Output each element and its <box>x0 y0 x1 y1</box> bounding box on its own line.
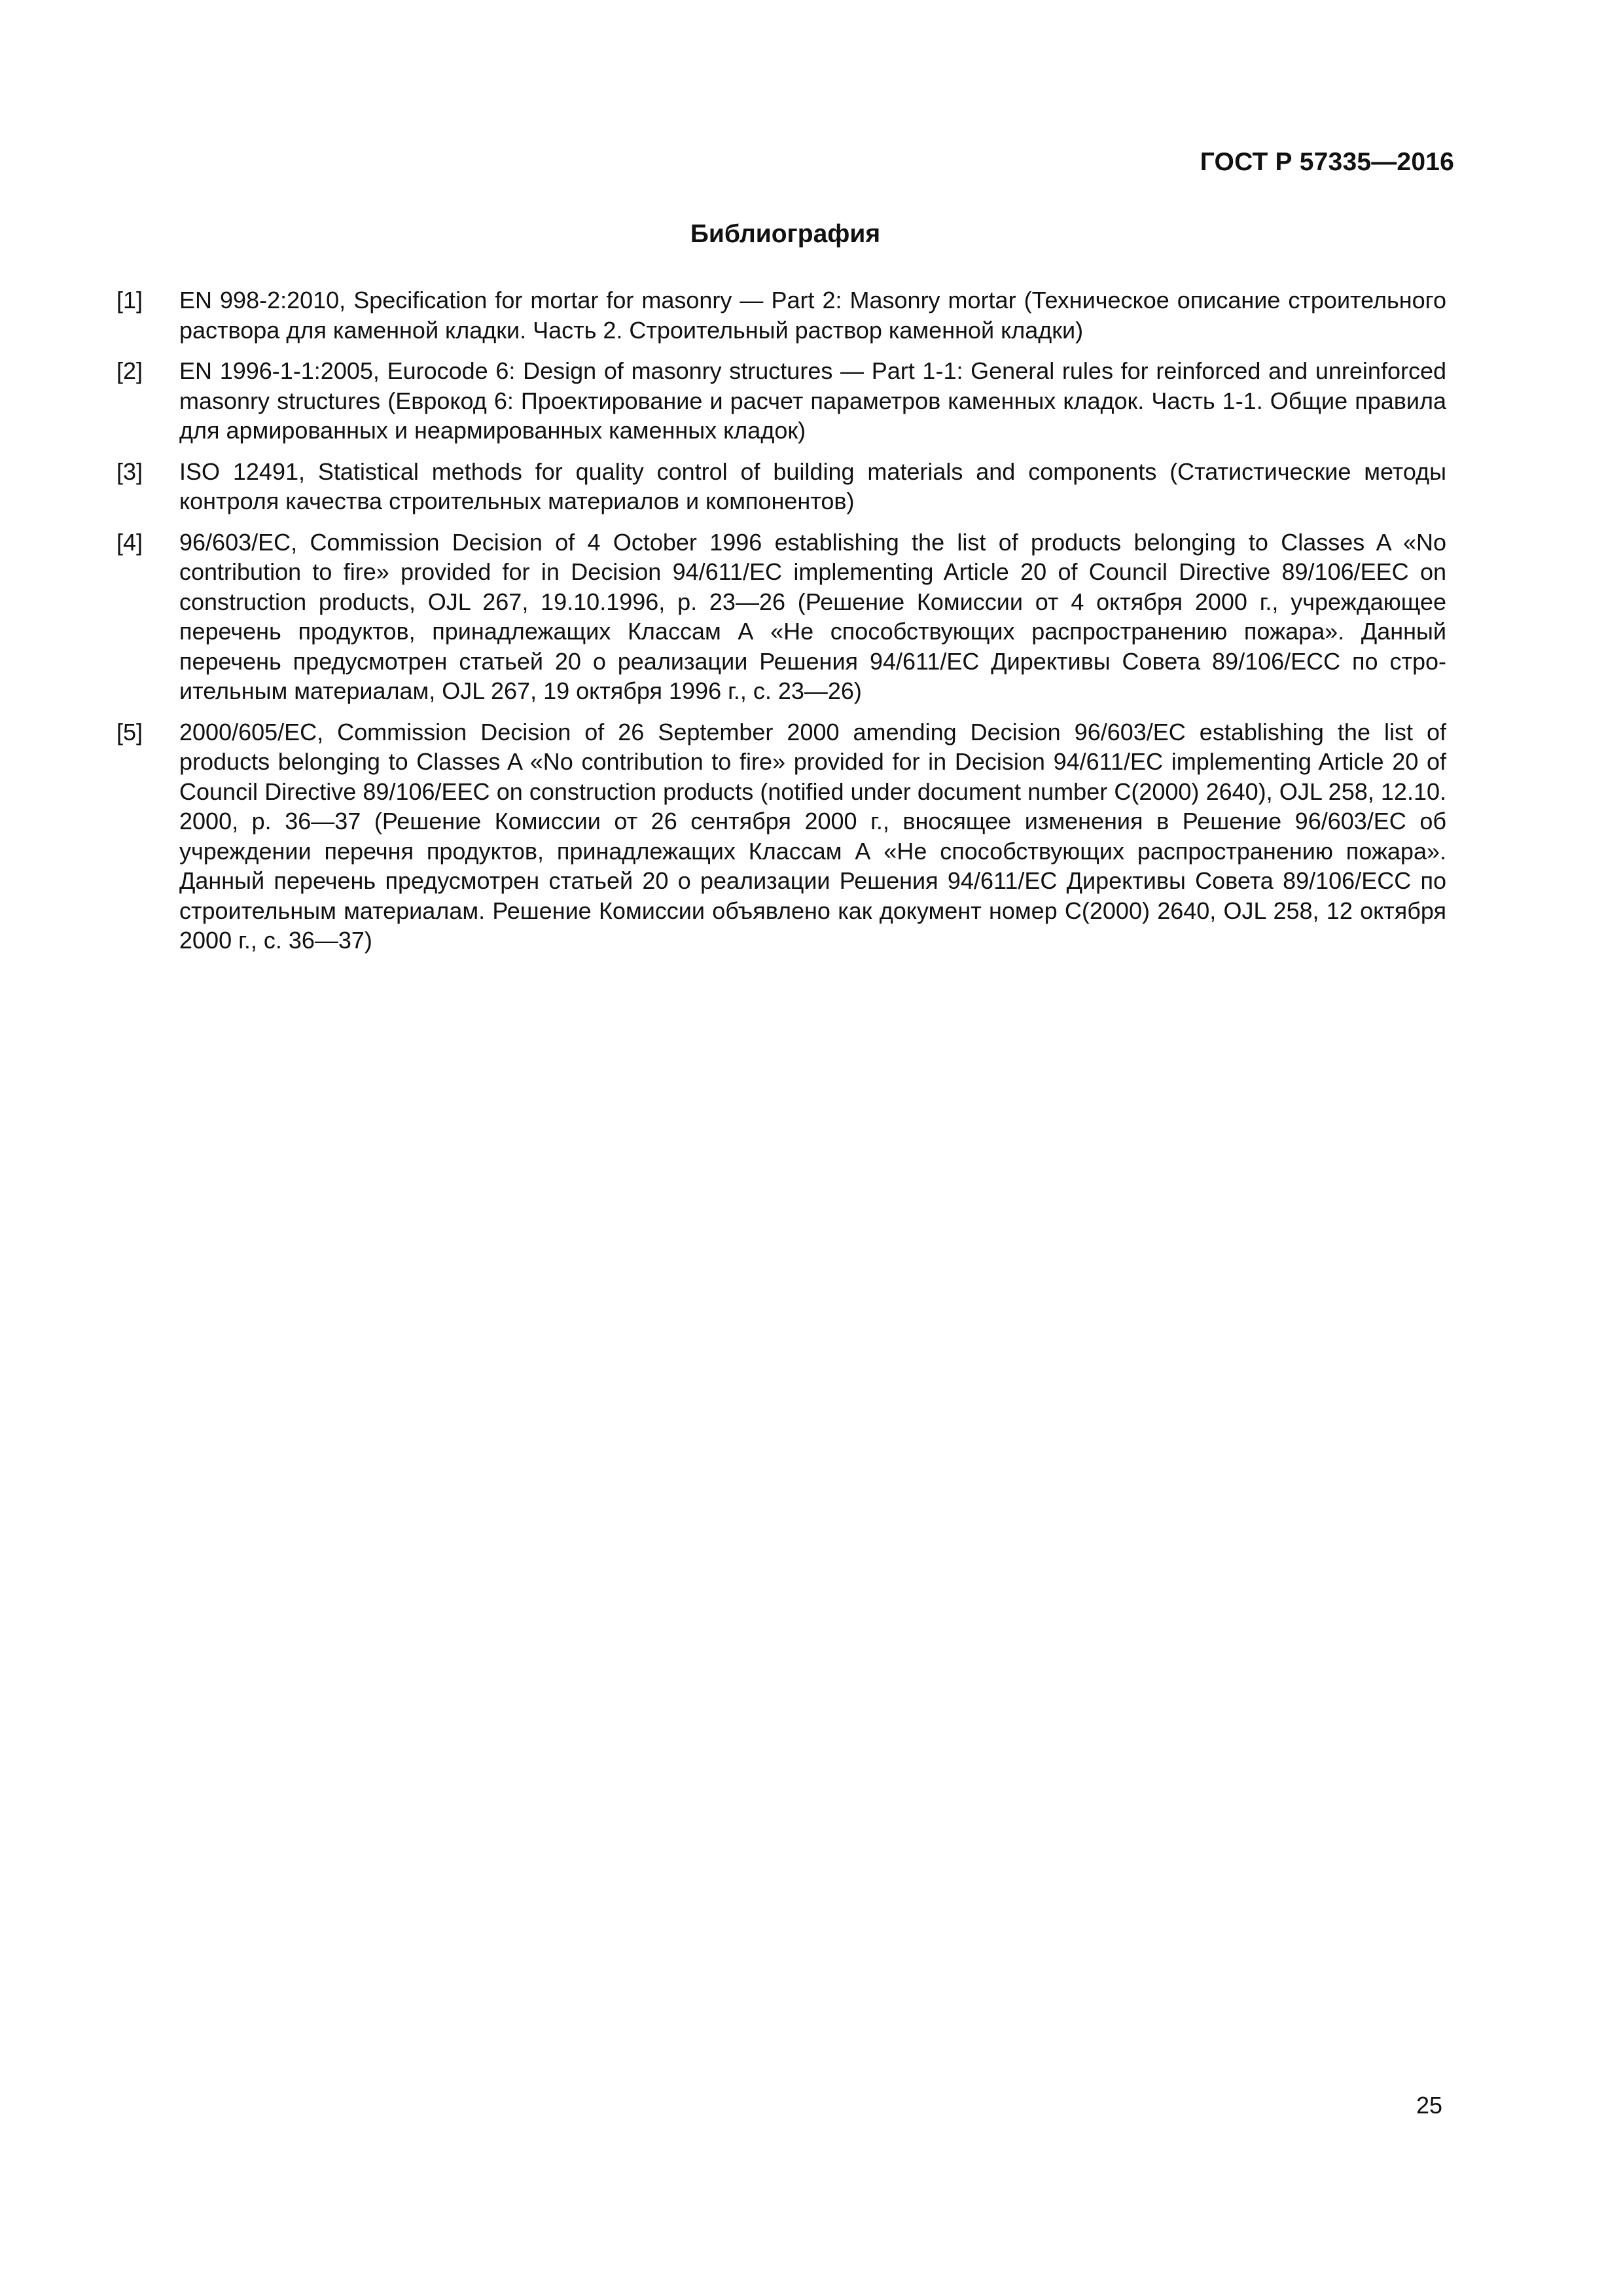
bibliography-entry <box>116 457 1446 516</box>
entry-text: EN 998-2:2010, Specification for mortar for masonry — Part 2: Masonry mortar (Техническое описание строительного раствора для каменной кладки. Часть 2. Строительный раствор каменной кладки) <box>179 287 1446 344</box>
entry-number: [2] <box>116 357 143 384</box>
bibliography-entry <box>116 717 1446 956</box>
bibliography-entry <box>116 356 1446 446</box>
entry-text: ISO 12491, Statistical methods for quality control of building materials and components (Статистические методы контроля качества строительных материалов и компонентов) <box>179 457 1446 514</box>
entry-text: 2000/605/EC, Commission Decision of 26 September 2000 amending Decision 96/603/EC establishing the list of products belonging to Classes A «No contribution to fire» provided for in Decision 94/611/EC implementing Article 20 of Council Directive 89/106/EEC on construction products (notified under document number C(2000) 2640), OJL 258, 12.10. 2000, p. 36—37 (Решение Комиссии от 26 сентября 2000 г., вносящее изменения в Решение 96/603/EC об учреждении перечня продуктов, принадлежащих Классам А «Не способствующих распространению пожара». Данный перечень предусмотрен статьей 20 о реализации Решения 94/611/EC Директивы Совета 89/106/ЕСС по строительным материалам. Решение Комиссии объявлено как документ номер C(2000) 2640, OJL 258, 12 октября 2000 г., с. 36—37) <box>179 718 1446 954</box>
bibliography-entry <box>116 285 1446 345</box>
page-number: 25 <box>1416 2092 1442 2119</box>
bibliography-entry <box>116 528 1446 706</box>
document-code: ГОСТ Р 57335—2016 <box>1200 148 1454 176</box>
entry-number: [3] <box>116 457 143 485</box>
entry-number: [5] <box>116 718 143 745</box>
section-title: Библиография <box>690 220 881 248</box>
entry-text: EN 1996-1-1:2005, Eurocode 6: Design of masonry structures — Part 1-1: General rules for reinforced and unreinforced masonry structures (Еврокод 6: Проектирование и расчет параметров каменных кладок. Часть 1-1. Общие правила для армированных и неармированных каменных кладок) <box>179 357 1446 444</box>
entry-text: 96/603/EC, Commission Decision of 4 October 1996 establishing the list of products belonging to Classes A «No contribution to fire» provided for in Decision 94/611/EC implementing Article 20 of Council Directive 89/106/EEC on construction products, OJL 267, 19.10.1996, p. 23—26 (Решение Комиссии от 4 октября 2000 г., учреждающее перечень продуктов, принадлежащих Классам А «Не способствующих распространению пожара». Данный перечень предусмотрен статьей 20 о реализации Решения 94/611/EC Директивы Совета 89/106/ЕСС по строительным материалам, OJL 267, 19 октября 1996 г., с. 23—26) <box>179 528 1446 704</box>
entry-number: [1] <box>116 287 143 314</box>
entry-number: [4] <box>116 528 143 556</box>
bibliography-list <box>116 285 1446 967</box>
